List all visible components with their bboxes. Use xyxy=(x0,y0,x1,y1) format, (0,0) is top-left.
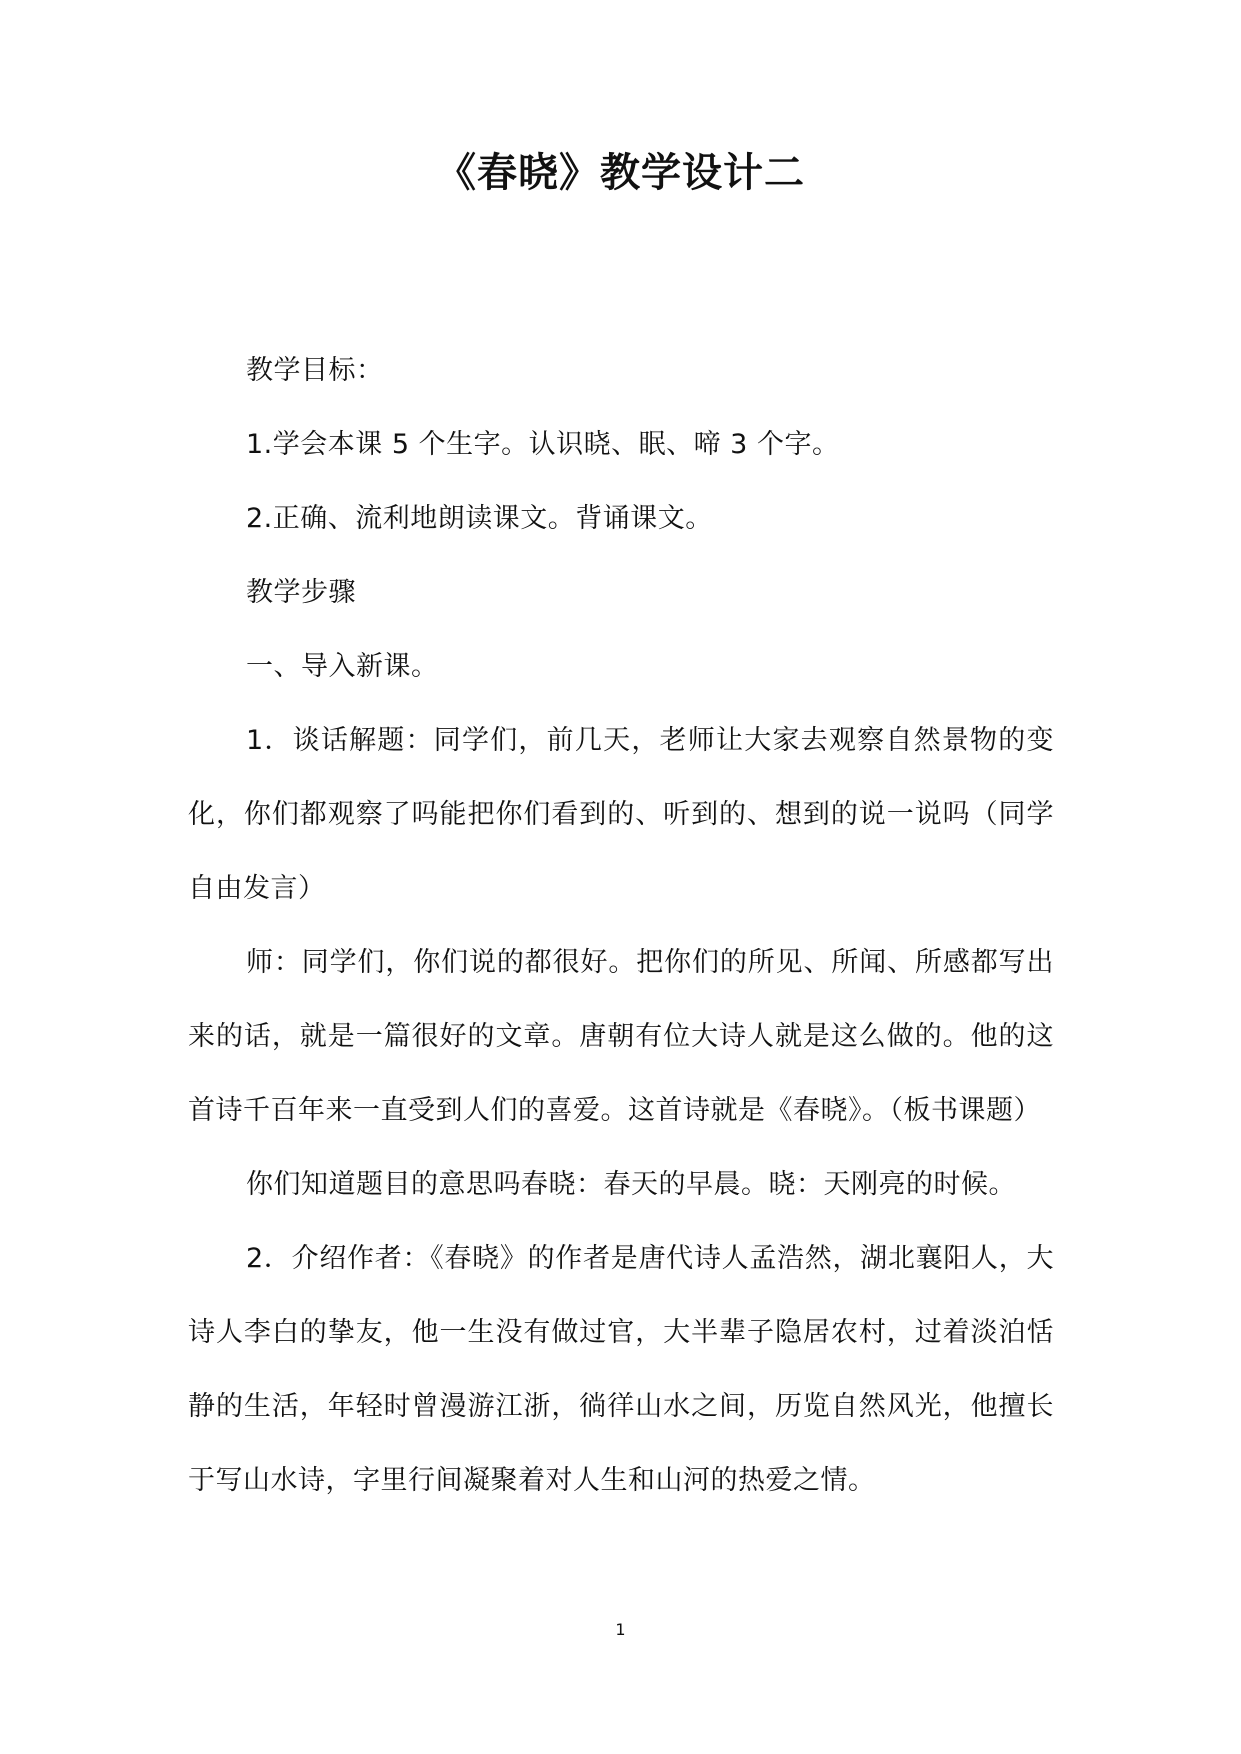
paragraph-objective-1: 1.学会本课 5 个生字。认识晓、眠、啼 3 个字。 xyxy=(246,429,840,460)
paragraph-step-2-author: 2．介绍作者：《春晓》的作者是唐代诗人孟浩然，湖北襄阳人，大诗人李白的挚友，他一生没有做过官，大半辈子隐居农村，过着淡泊恬静的生活，年轻时曾漫游江浙，徜徉山水之间，历览自然风光，他擅长于写山水诗，字里行间凝聚着对人生和山河的热爱之情。 xyxy=(188,1243,1054,1496)
paragraph-teacher-speech: 师：同学们，你们说的都很好。把你们的所见、所闻、所感都写出来的话，就是一篇很好的文章。唐朝有位大诗人就是这么做的。他的这首诗千百年来一直受到人们的喜爱。这首诗就是《春晓》。（板书课题） xyxy=(188,947,1054,1126)
document-body xyxy=(188,334,1054,1518)
paragraph-title-meaning: 你们知道题目的意思吗春晓：春天的早晨。晓：天刚亮的时候。 xyxy=(246,1169,1016,1200)
paragraph-objective-2: 2.正确、流利地朗读课文。背诵课文。 xyxy=(246,503,713,534)
paragraph-objectives-heading: 教学目标： xyxy=(246,355,384,386)
page-number: 1 xyxy=(615,1620,626,1639)
paragraph-step-1: 1．谈话解题：同学们，前几天，老师让大家去观察自然景物的变化，你们都观察了吗能把你们看到的、听到的、想到的说一说吗（同学自由发言） xyxy=(188,725,1054,904)
paragraph-steps-heading: 教学步骤 xyxy=(246,577,356,608)
document-title: 《春晓》教学设计二 xyxy=(436,150,805,196)
paragraph-section-1-heading: 一、导入新课。 xyxy=(246,651,439,682)
